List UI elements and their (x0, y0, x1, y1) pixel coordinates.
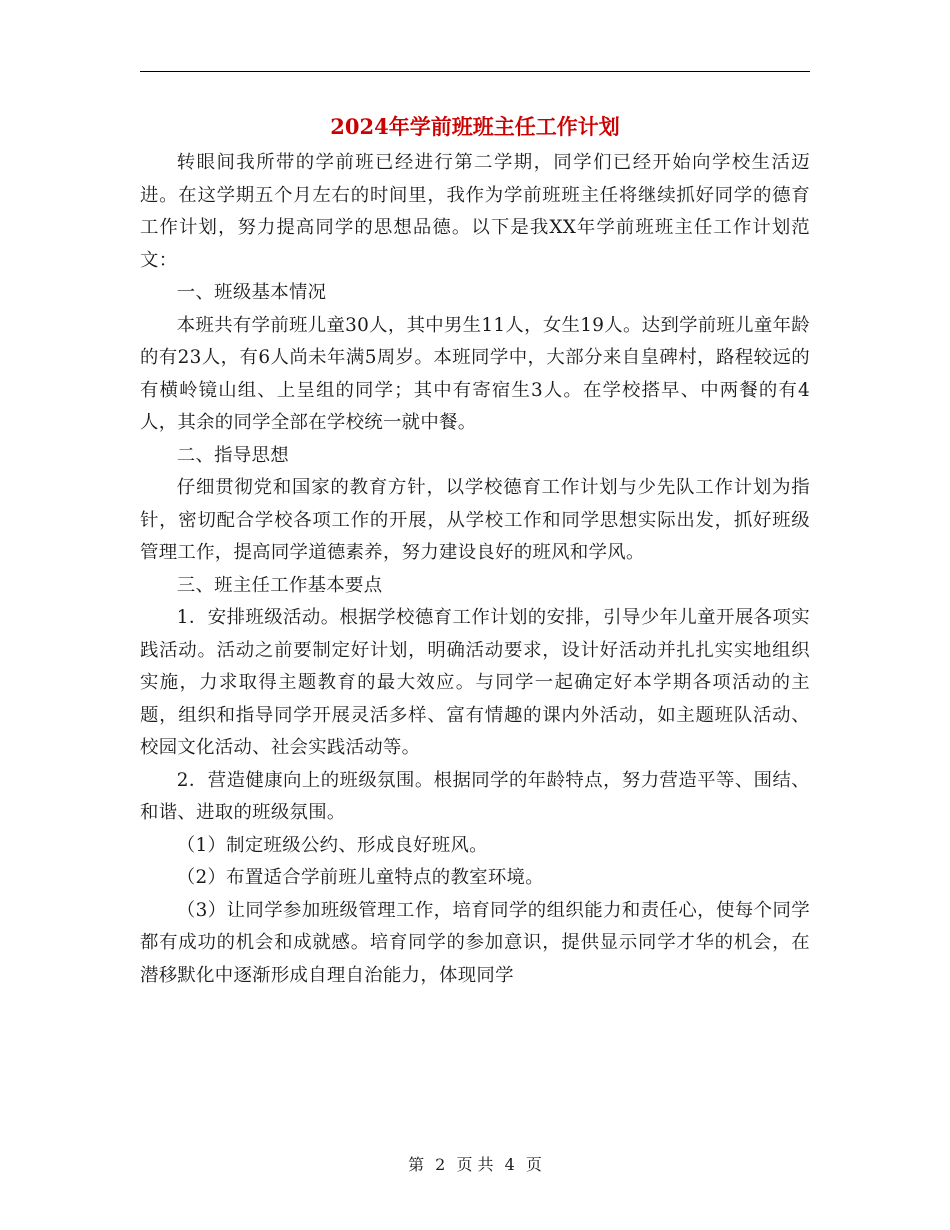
document-title: 2024年学前班班主任工作计划 (330, 114, 620, 139)
section-heading-class-info: 一、班级基本情况 (176, 282, 327, 303)
document-body (140, 147, 810, 992)
section-heading-guiding-thought: 二、指导思想 (176, 444, 289, 466)
footer-total-pages: 4 (504, 1155, 515, 1174)
page-footer (0, 1153, 950, 1177)
key-point-1-paragraph: 1．安排班级活动。根据学校德育工作计划的安排，引导少年儿童开展各项实践活动。活动之前要制定好计划，明确活动要求，设计好活动并扎扎实实地组织实施，力求取得主题教育的最大效应。与同学一起确定好本学期各项活动的主题，组织和指导同学开展灵活多样、富有情趣的课内外活动，如主题班队活动、校园文化活动、社会实践活动等。 (140, 607, 810, 758)
header-rule (140, 71, 810, 72)
footer-middle: 页 共 (456, 1155, 494, 1174)
sub-point-3: （3）让同学参加班级管理工作，培育同学的组织能力和责任心，使每个同学都有成功的机会和成就感。培育同学的参加意识，提供显示同学才华的机会，在潜移默化中逐渐形成自理自治能力，体现同学 (140, 899, 810, 986)
footer-page-number: 2 (435, 1155, 446, 1174)
sub-point-1: （1）制定班级公约、形成良好班风。 (176, 834, 488, 856)
intro-paragraph: 转眼间我所带的学前班已经进行第二学期，同学们已经开始向学校生活迈进。在这学期五个月左右的时间里，我作为学前班班主任将继续抓好同学的德育工作计划，努力提高同学的思想品德。以下是我XX年学前班班主任工作计划范文： (140, 152, 810, 271)
class-info-paragraph: 本班共有学前班儿童30人，其中男生11人，女生19人。达到学前班儿童年龄的有23人，有6人尚未年满5周岁。本班同学中，大部分来自皇碑村，路程较远的有横岭镜山组、上呈组的同学；其中有寄宿生3人。在学校搭早、中两餐的有4人，其余的同学全部在学校统一就中餐。 (140, 314, 810, 433)
guiding-thought-paragraph: 仔细贯彻党和国家的教育方针，以学校德育工作计划与少先队工作计划为指针，密切配合学校各项工作的开展，从学校工作和同学思想实际出发，抓好班级管理工作，提高同学道德素养，努力建设良好的班风和学风。 (140, 477, 810, 563)
footer-prefix: 第 (408, 1155, 425, 1174)
key-point-2-paragraph: 2．营造健康向上的班级氛围。根据同学的年龄特点，努力营造平等、围结、和谐、进取的班级氛围。 (140, 769, 810, 823)
section-heading-key-points: 三、班主任工作基本要点 (176, 574, 383, 596)
footer-suffix: 页 (525, 1155, 542, 1174)
sub-point-2: （2）布置适合学前班儿童特点的教室环境。 (176, 867, 544, 888)
